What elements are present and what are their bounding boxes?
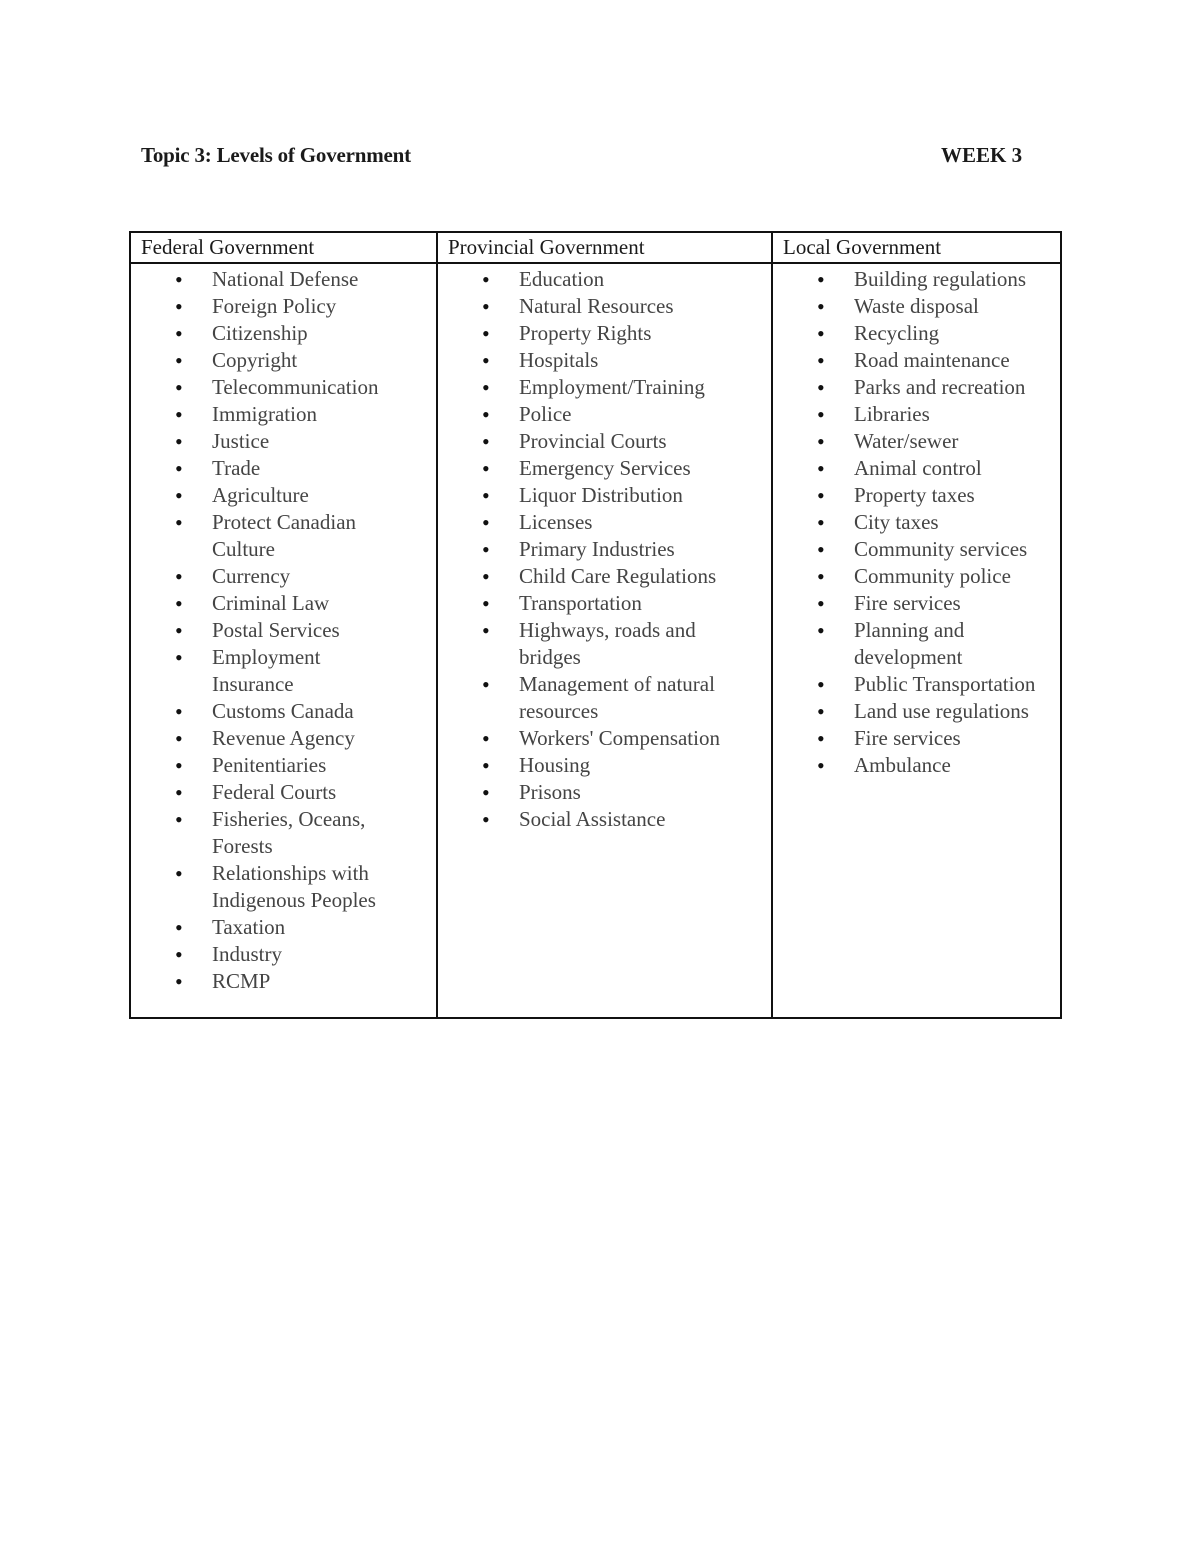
list-item: • Protect Canadian Culture bbox=[131, 509, 400, 563]
list-item: • Ambulance bbox=[773, 752, 1054, 779]
list-item: • Taxation bbox=[131, 914, 400, 941]
list-item: • City taxes bbox=[773, 509, 1054, 536]
list-item: • Highways, roads and bridges bbox=[438, 617, 757, 671]
list-item: • Trade bbox=[131, 455, 400, 482]
provincial-list bbox=[438, 266, 771, 833]
list-item: • Justice bbox=[131, 428, 400, 455]
federal-cell bbox=[130, 263, 437, 1018]
list-item: • Citizenship bbox=[131, 320, 400, 347]
list-item: • Recycling bbox=[773, 320, 1054, 347]
list-item: • Prisons bbox=[438, 779, 757, 806]
list-item: • Libraries bbox=[773, 401, 1054, 428]
list-item: • Water/sewer bbox=[773, 428, 1054, 455]
government-table bbox=[129, 231, 1062, 1019]
column-header-federal: Federal Government bbox=[130, 232, 437, 263]
local-list bbox=[773, 266, 1060, 779]
list-item: • Road maintenance bbox=[773, 347, 1054, 374]
list-item: • Building regulations bbox=[773, 266, 1054, 293]
list-item: • Penitentiaries bbox=[131, 752, 400, 779]
list-item: • Social Assistance bbox=[438, 806, 757, 833]
list-item: • Provincial Courts bbox=[438, 428, 757, 455]
table-body-row bbox=[130, 263, 1061, 1018]
list-item: • Transportation bbox=[438, 590, 757, 617]
list-item: • Postal Services bbox=[131, 617, 400, 644]
list-item: • Licenses bbox=[438, 509, 757, 536]
local-cell bbox=[772, 263, 1061, 1018]
list-item: • Child Care Regulations bbox=[438, 563, 757, 590]
list-item: • Property taxes bbox=[773, 482, 1054, 509]
list-item: • Property Rights bbox=[438, 320, 757, 347]
federal-list bbox=[131, 266, 436, 995]
list-item: • Community police bbox=[773, 563, 1054, 590]
list-item: • Copyright bbox=[131, 347, 400, 374]
list-item: • Waste disposal bbox=[773, 293, 1054, 320]
week-label: WEEK 3 bbox=[941, 143, 1023, 167]
list-item: • Housing bbox=[438, 752, 757, 779]
list-item: • National Defense bbox=[131, 266, 400, 293]
list-item: • Management of natural resources bbox=[438, 671, 757, 725]
list-item: • Liquor Distribution bbox=[438, 482, 757, 509]
list-item: • RCMP bbox=[131, 968, 400, 995]
list-item: • Hospitals bbox=[438, 347, 757, 374]
list-item: • Agriculture bbox=[131, 482, 400, 509]
list-item: • Immigration bbox=[131, 401, 400, 428]
list-item: • Federal Courts bbox=[131, 779, 400, 806]
list-item: • Police bbox=[438, 401, 757, 428]
list-item: • Education bbox=[438, 266, 757, 293]
list-item: • Public Transportation bbox=[773, 671, 1054, 698]
list-item: • Currency bbox=[131, 563, 400, 590]
list-item: • Primary Industries bbox=[438, 536, 757, 563]
list-item: • Revenue Agency bbox=[131, 725, 400, 752]
table-header-row bbox=[130, 232, 1061, 263]
list-item: • Telecommunication bbox=[131, 374, 400, 401]
list-item: • Foreign Policy bbox=[131, 293, 400, 320]
list-item: • Planning and development bbox=[773, 617, 1054, 671]
list-item: • Employment/Training bbox=[438, 374, 757, 401]
page-title: Topic 3: Levels of Government bbox=[141, 143, 411, 167]
list-item: • Animal control bbox=[773, 455, 1054, 482]
list-item: • Emergency Services bbox=[438, 455, 757, 482]
list-item: • Employment Insurance bbox=[131, 644, 400, 698]
column-header-local: Local Government bbox=[772, 232, 1061, 263]
list-item: • Workers' Compensation bbox=[438, 725, 757, 752]
column-header-provincial: Provincial Government bbox=[437, 232, 772, 263]
list-item: • Fire services bbox=[773, 590, 1054, 617]
list-item: • Customs Canada bbox=[131, 698, 400, 725]
provincial-cell bbox=[437, 263, 772, 1018]
list-item: • Fisheries, Oceans, Forests bbox=[131, 806, 400, 860]
list-item: • Fire services bbox=[773, 725, 1054, 752]
list-item: • Relationships with Indigenous Peoples bbox=[131, 860, 400, 914]
list-item: • Industry bbox=[131, 941, 400, 968]
list-item: • Parks and recreation bbox=[773, 374, 1054, 401]
list-item: • Community services bbox=[773, 536, 1054, 563]
list-item: • Natural Resources bbox=[438, 293, 757, 320]
list-item: • Land use regulations bbox=[773, 698, 1054, 725]
list-item: • Criminal Law bbox=[131, 590, 400, 617]
